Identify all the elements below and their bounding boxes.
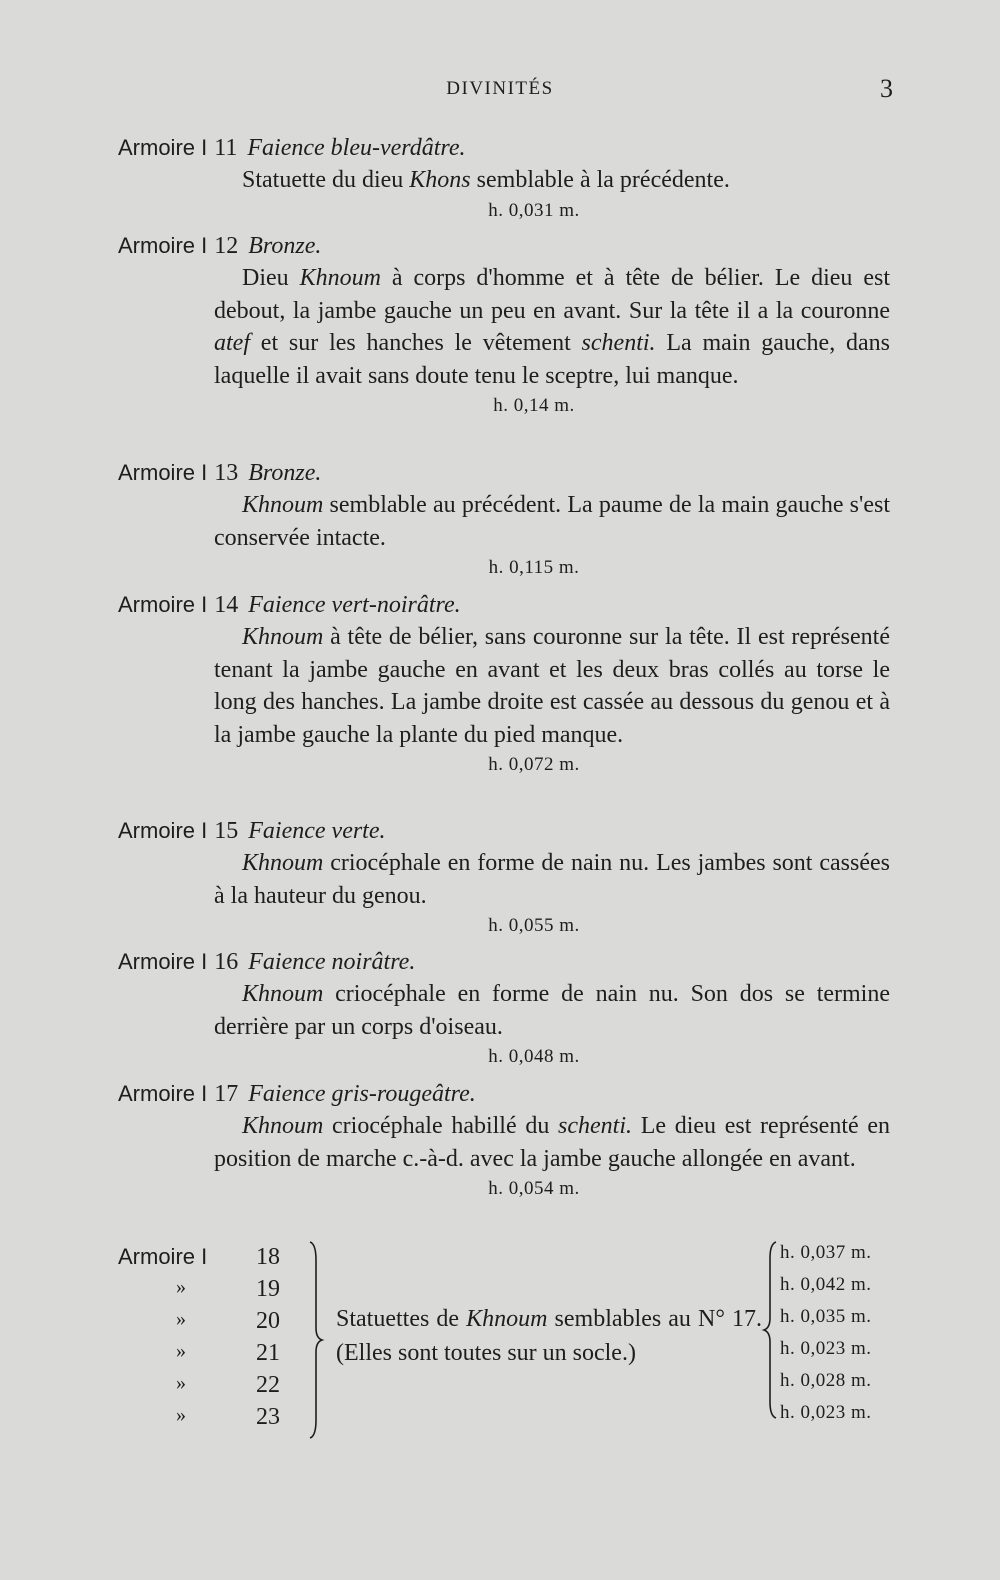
entry-material: Faience gris-rougeâtre. — [248, 1081, 476, 1107]
entry-material: Faience verte. — [248, 818, 386, 844]
italic-term: Khnoum — [242, 624, 324, 650]
entry-description — [214, 1110, 890, 1175]
group-number: 18 — [256, 1244, 280, 1270]
text-run: criocéphale en forme de nain nu. Son dos se termine derrière par un corps d'oiseau. — [214, 981, 890, 1040]
group-label: Armoire I — [118, 1244, 208, 1269]
group-description — [336, 1302, 762, 1370]
group-measurement: h. 0,028 m. — [780, 1370, 872, 1391]
entry-label: Armoire I — [118, 592, 208, 617]
catalog-entry-17 — [118, 1078, 890, 1203]
catalog-entry-14 — [118, 589, 890, 779]
text-run: semblable à la précédente. — [470, 167, 730, 193]
catalog-entry-16 — [118, 946, 890, 1071]
entry-label: Armoire I — [118, 1081, 208, 1106]
italic-term: schenti. — [581, 330, 656, 357]
ditto-mark: » — [176, 1276, 186, 1298]
entry-heading — [118, 132, 890, 164]
entry-measurement: h. 0,048 m. — [488, 1046, 580, 1068]
italic-term: schenti. — [558, 1113, 632, 1139]
catalog-entry-15 — [118, 815, 890, 940]
entry-material: Faience bleu-verdâtre. — [247, 135, 466, 161]
group-number: 23 — [256, 1404, 280, 1430]
entry-number: 15 — [214, 818, 239, 844]
italic-term: Khnoum — [242, 1113, 324, 1139]
description-paragraph — [214, 978, 890, 1043]
description-paragraph — [214, 847, 890, 912]
group-row — [118, 1244, 298, 1276]
text-run: Statuette du dieu — [242, 167, 410, 193]
italic-term: Khnoum — [242, 850, 324, 876]
italic-term: Khnoum — [466, 1306, 548, 1332]
catalog-entry-12 — [118, 230, 890, 420]
group-number: 21 — [256, 1340, 280, 1366]
catalog-entry-13 — [118, 457, 890, 582]
italic-term: atef — [214, 330, 250, 357]
text-run: semblables au N° 17. (Elles sont toutes sur un socle.) — [336, 1306, 762, 1366]
entry-number: 12 — [214, 233, 239, 259]
text-run: semblable au précédent. La paume de la main gauche s'est conservée intacte. — [214, 492, 890, 551]
entry-measurement: h. 0,072 m. — [488, 754, 580, 776]
entry-measurement: h. 0,14 m. — [493, 395, 575, 417]
entry-description — [214, 847, 890, 912]
entry-heading — [118, 1078, 890, 1110]
description-paragraph — [214, 164, 890, 197]
group-measurement: h. 0,023 m. — [780, 1402, 872, 1423]
entry-material: Bronze. — [248, 233, 322, 259]
group-row — [118, 1276, 298, 1308]
group-number: 20 — [256, 1308, 280, 1334]
entry-description — [214, 262, 890, 392]
text-run: Dieu — [242, 265, 300, 291]
entry-label: Armoire I — [118, 233, 208, 258]
entry-heading — [118, 230, 890, 262]
left-brace — [308, 1240, 328, 1440]
right-brace — [758, 1240, 778, 1420]
italic-term: Khnoum — [242, 981, 324, 1007]
entry-material: Faience noirâtre. — [248, 949, 416, 975]
group-row — [118, 1340, 298, 1372]
text-run: criocéphale habillé du — [323, 1113, 559, 1139]
catalog-entry-11 — [118, 132, 890, 225]
entry-measurement: h. 0,054 m. — [488, 1178, 580, 1200]
group-number: 19 — [256, 1276, 280, 1302]
description-paragraph — [214, 489, 890, 554]
group-number: 22 — [256, 1372, 280, 1398]
italic-term: Khons — [409, 167, 471, 193]
ditto-mark: » — [176, 1340, 186, 1362]
italic-term: Khnoum — [299, 265, 381, 291]
text-run: Statuettes de — [336, 1306, 467, 1332]
entry-material: Faience vert-noirâtre. — [248, 592, 461, 618]
text-run: à tête de bélier, sans couronne sur la tête. Il est représenté tenant la jambe gauche en avant et les deux bras collés au torse le long des hanches. La jambe droite est cassée au dessous du genou et à la jambe gauche la plante du pied manque. — [214, 624, 890, 748]
group-measurement: h. 0,023 m. — [780, 1338, 872, 1359]
catalog-group-18-23 — [118, 1244, 898, 1444]
entry-description — [214, 489, 890, 554]
description-paragraph — [214, 1110, 890, 1175]
entry-number: 17 — [214, 1081, 239, 1107]
text-run: et sur les hanches le vêtement — [250, 330, 582, 357]
group-row — [118, 1308, 298, 1340]
text-run: Le dieu est représenté en position de marche c.-à-d. avec la jambe gauche allongée en avant. — [214, 1113, 891, 1172]
entry-description — [214, 978, 890, 1043]
ditto-mark: » — [176, 1308, 186, 1330]
entry-number: 16 — [214, 949, 239, 975]
text-run: à corps d'homme et à tête de bélier. Le dieu est debout, la jambe gauche un peu en avant. Sur la tête il a la couronne — [214, 265, 890, 324]
text-run: criocéphale en forme de nain nu. Les jambes sont cassées à la hauteur du genou. — [214, 850, 890, 909]
group-row — [118, 1372, 298, 1404]
entry-label: Armoire I — [118, 818, 208, 843]
entry-heading — [118, 589, 890, 621]
entry-measurement: h. 0,115 m. — [488, 557, 580, 579]
description-paragraph — [214, 262, 890, 392]
group-measurement: h. 0,042 m. — [780, 1274, 872, 1295]
entry-heading — [118, 457, 890, 489]
entry-material: Bronze. — [248, 460, 322, 486]
entry-label: Armoire I — [118, 135, 208, 160]
page-number: 3 — [880, 74, 893, 103]
entry-measurement: h. 0,031 m. — [488, 199, 580, 221]
ditto-mark: » — [176, 1404, 186, 1426]
running-head: DIVINITÉS — [446, 78, 554, 99]
text-run: La main gauche, dans laquelle il avait sans doute tenu le sceptre, lui manque. — [214, 330, 891, 389]
group-row — [118, 1404, 298, 1436]
entry-label: Armoire I — [118, 949, 208, 974]
entry-number: 13 — [214, 460, 239, 486]
entry-measurement: h. 0,055 m. — [488, 915, 580, 937]
entry-description — [214, 621, 890, 751]
group-measurement: h. 0,037 m. — [780, 1242, 872, 1263]
entry-number: 14 — [214, 592, 239, 618]
entry-heading — [118, 946, 890, 978]
entry-label: Armoire I — [118, 460, 208, 485]
ditto-mark: » — [176, 1372, 186, 1394]
entry-description — [214, 164, 890, 197]
description-paragraph — [214, 621, 890, 751]
entry-number: 11 — [214, 135, 238, 161]
group-measurement: h. 0,035 m. — [780, 1306, 872, 1327]
italic-term: Khnoum — [242, 492, 324, 518]
entry-heading — [118, 815, 890, 847]
